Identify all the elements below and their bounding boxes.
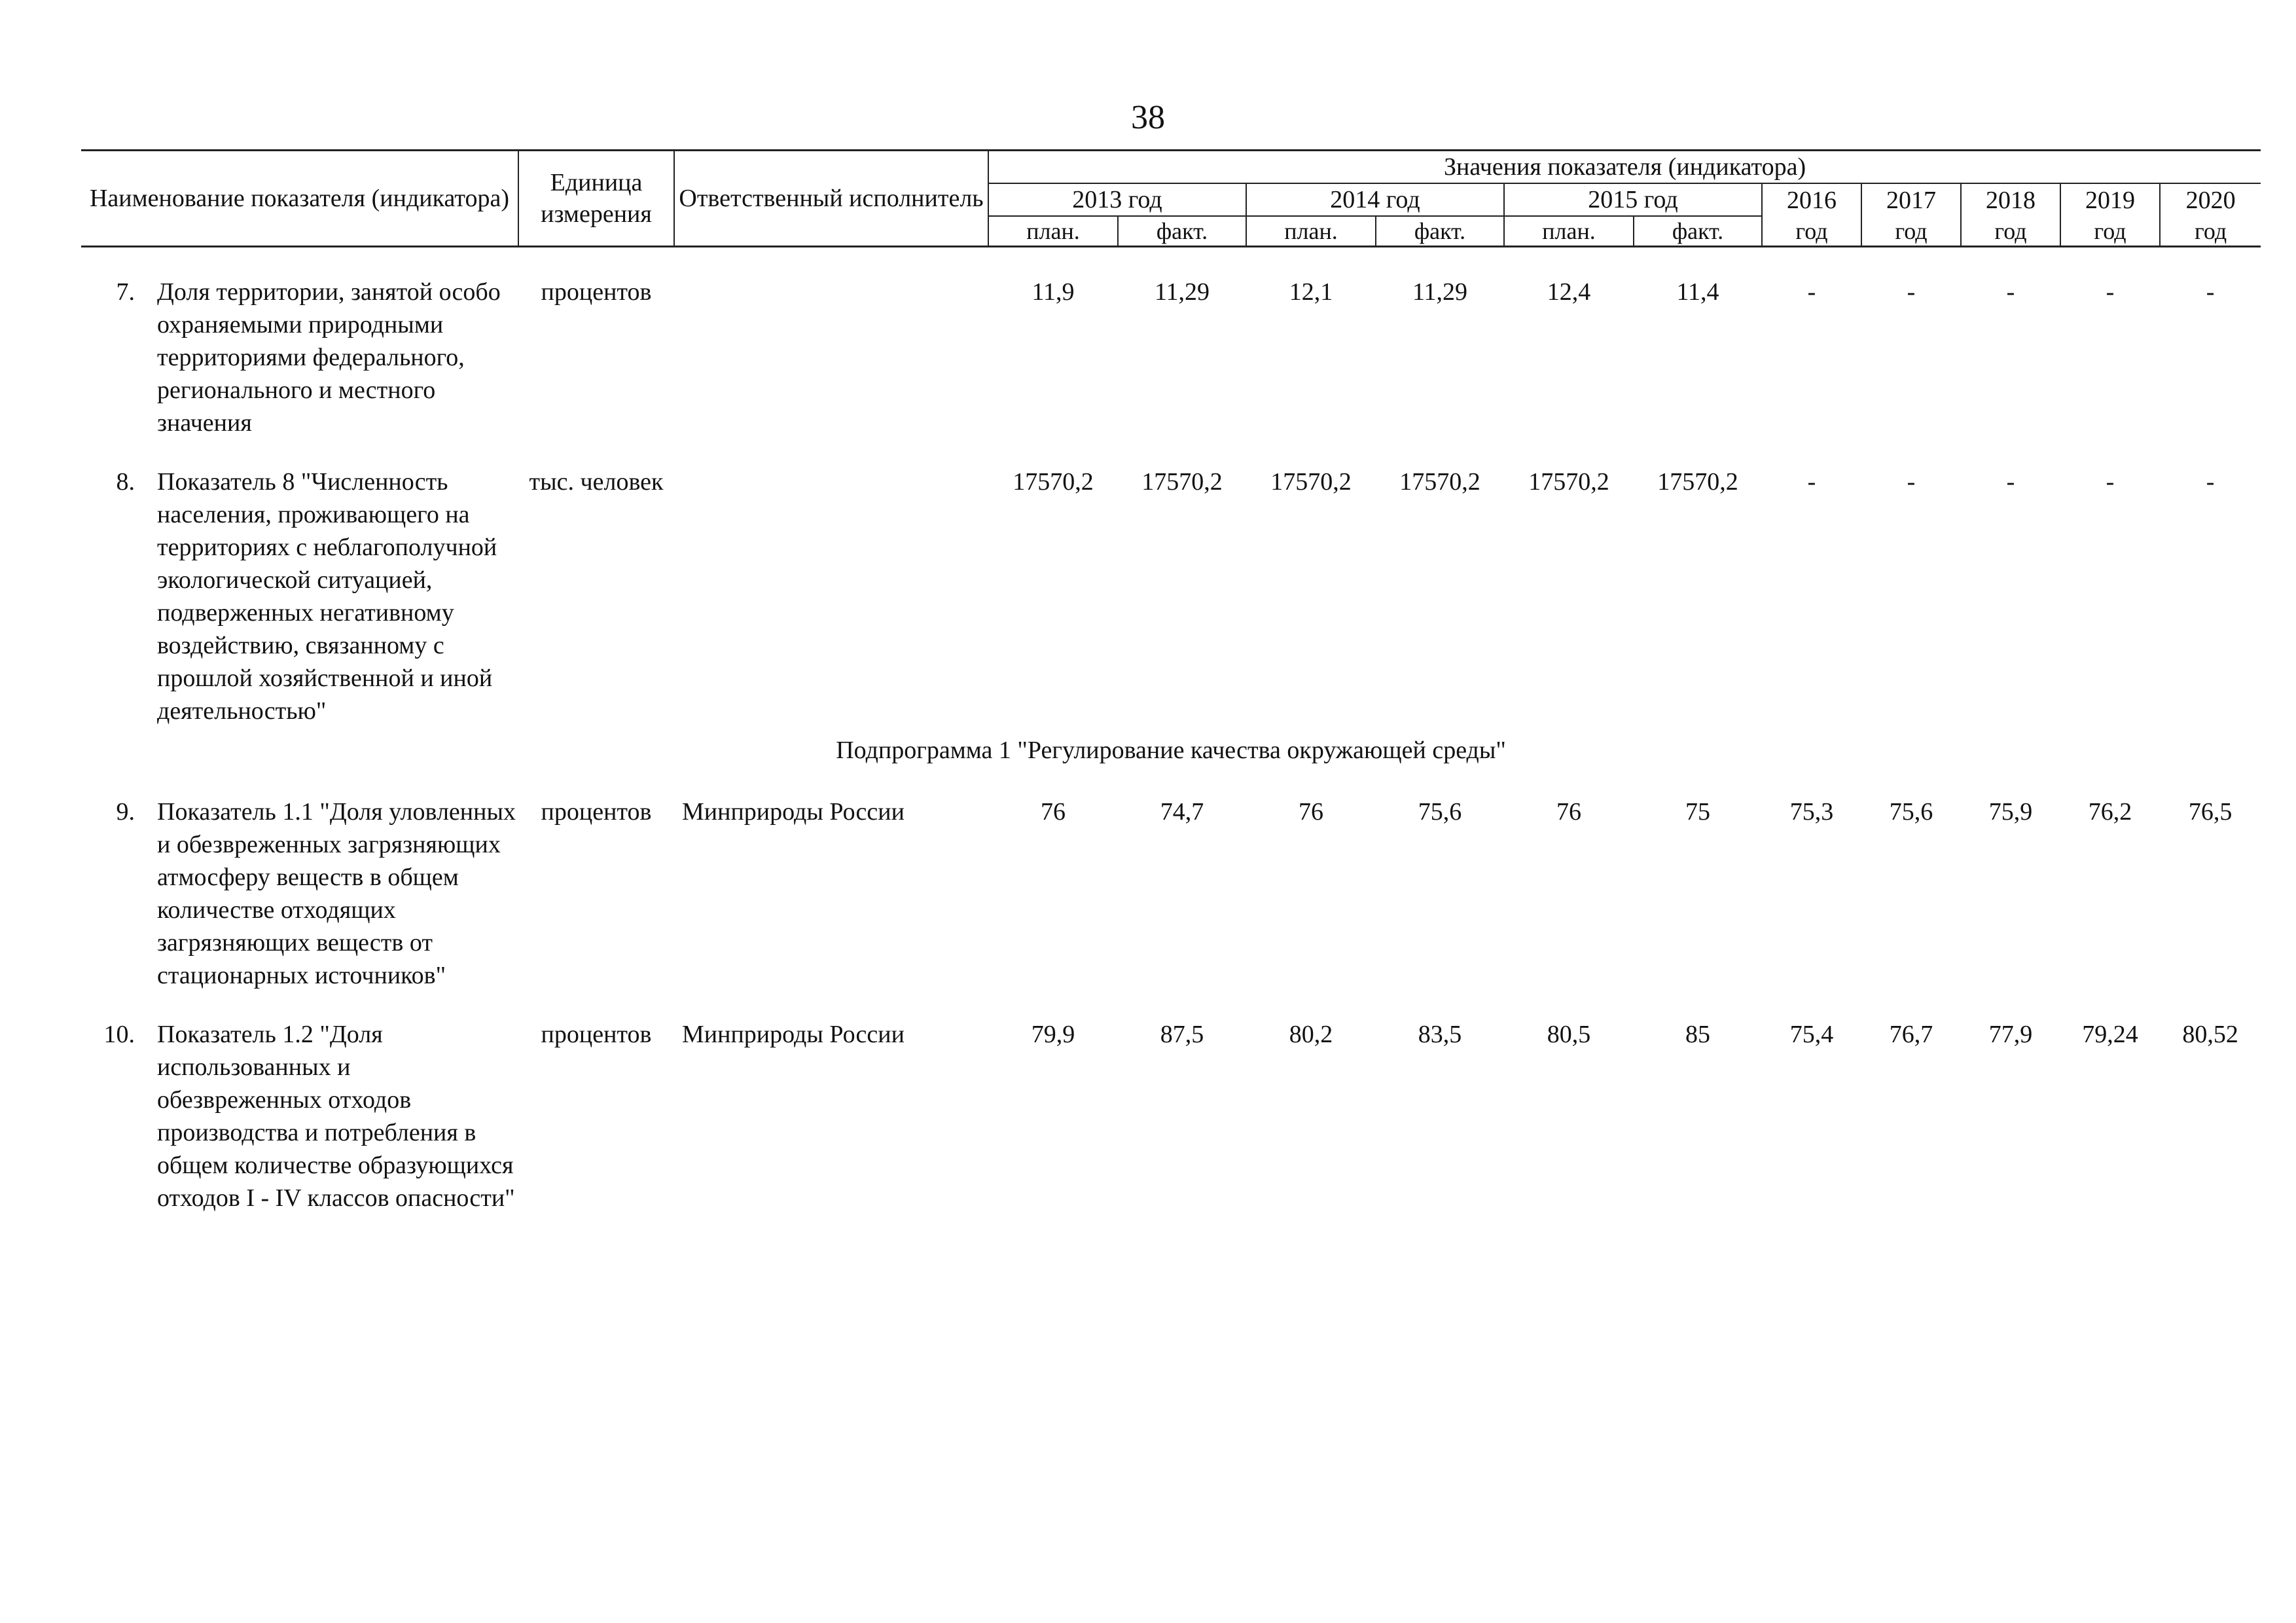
row-name: Показатель 8 "Численность населения, проживающего на территориях с неблагополучной экологической ситуацией, подверженных негативному воздействию, связанному с прошлой хозяйственной и иной деятельностью"	[157, 467, 497, 725]
subprogram-title: Подпрограмма 1 "Регулирование качества окружающей среды"	[836, 736, 1506, 764]
value-2014-plan: 17570,2	[1270, 467, 1352, 496]
row-unit: процентов	[541, 278, 652, 306]
value-2013-plan: 76	[1041, 797, 1066, 826]
value-2018: 77,9	[1988, 1020, 2033, 1048]
value-2019: 76,2	[2088, 797, 2132, 826]
row-number: 8.	[116, 467, 135, 496]
header-executor: Ответственный исполнитель	[674, 151, 988, 247]
header-year-2013: 2013 год	[988, 183, 1246, 216]
header-god: год	[2060, 216, 2160, 247]
value-2020: 76,5	[2188, 797, 2233, 826]
value-2017: -	[1907, 467, 1916, 496]
value-2017: 75,6	[1889, 797, 1933, 826]
value-2018: -	[2006, 467, 2015, 496]
value-2020: 80,52	[2182, 1020, 2238, 1048]
row-name: Показатель 1.2 "Доля использованных и обезвреженных отходов производства и потребления в общем количестве образующихся отходов I - IV классов опасности"	[157, 1020, 515, 1212]
header-year-2017: 2017	[1861, 183, 1961, 216]
value-2019: 79,24	[2082, 1020, 2138, 1048]
header-plan: план.	[988, 216, 1118, 247]
row-name: Показатель 1.1 "Доля уловленных и обезвреженных загрязняющих атмосферу веществ в общем количестве отходящих загрязняющих веществ от стационарных источников"	[157, 797, 516, 989]
value-2016: -	[1807, 467, 1816, 496]
header-year-2014: 2014 год	[1246, 183, 1504, 216]
table-row	[81, 465, 2261, 727]
value-2014-plan: 12,1	[1289, 278, 1333, 306]
value-2013-fact: 11,29	[1154, 278, 1210, 306]
value-2013-plan: 79,9	[1031, 1020, 1075, 1048]
header-fact: факт.	[1118, 216, 1246, 247]
header-fact: факт.	[1376, 216, 1504, 247]
value-2020: -	[2206, 278, 2215, 306]
header-fact: факт.	[1634, 216, 1762, 247]
value-2014-fact: 11,29	[1412, 278, 1468, 306]
header-year-2016: 2016	[1762, 183, 1861, 216]
header-year-2019: 2019	[2060, 183, 2160, 216]
header-god: год	[1861, 216, 1961, 247]
header-values: Значения показателя (индикатора)	[988, 151, 2261, 184]
row-executor: Минприроды России	[682, 797, 905, 826]
row-number: 7.	[116, 278, 135, 306]
row-unit: процентов	[541, 1020, 652, 1048]
value-2014-plan: 80,2	[1289, 1020, 1333, 1048]
indicator-table	[81, 149, 2261, 1214]
row-executor	[674, 276, 988, 439]
value-2016: 75,3	[1789, 797, 1834, 826]
row-name: Доля территории, занятой особо охраняемыми природными территориями федерального, регионального и местного значения	[157, 278, 501, 437]
header-plan: план.	[1246, 216, 1376, 247]
value-2015-fact: 11,4	[1676, 278, 1719, 306]
table-row	[81, 795, 2261, 992]
header-god: год	[1961, 216, 2060, 247]
value-2015-plan: 12,4	[1547, 278, 1591, 306]
value-2016: 75,4	[1789, 1020, 1834, 1048]
value-2014-plan: 76	[1299, 797, 1323, 826]
value-2015-plan: 80,5	[1547, 1020, 1591, 1048]
row-number: 10.	[103, 1020, 135, 1048]
value-2013-fact: 17570,2	[1141, 467, 1223, 496]
value-2015-fact: 17570,2	[1657, 467, 1738, 496]
header-year-2018: 2018	[1961, 183, 2060, 216]
value-2014-fact: 83,5	[1418, 1020, 1462, 1048]
row-unit: процентов	[541, 797, 652, 826]
header-unit: Единица измерения	[518, 151, 674, 247]
page-number: 38	[1131, 99, 1165, 136]
header-year-2020: 2020	[2160, 183, 2261, 216]
subprogram-row	[81, 727, 2261, 795]
value-2013-plan: 17570,2	[1013, 467, 1094, 496]
value-2014-fact: 17570,2	[1399, 467, 1480, 496]
value-2019: -	[2106, 467, 2115, 496]
row-number: 9.	[116, 797, 135, 826]
value-2020: -	[2206, 467, 2215, 496]
value-2013-fact: 74,7	[1160, 797, 1204, 826]
value-2015-fact: 85	[1685, 1020, 1710, 1048]
value-2018: -	[2006, 278, 2015, 306]
value-2016: -	[1807, 278, 1816, 306]
value-2015-plan: 17570,2	[1528, 467, 1609, 496]
header-god: год	[1762, 216, 1861, 247]
value-2018: 75,9	[1988, 797, 2033, 826]
value-2017: -	[1907, 278, 1916, 306]
value-2014-fact: 75,6	[1418, 797, 1462, 826]
row-unit: тыс. человек	[529, 467, 664, 496]
value-2013-plan: 11,9	[1031, 278, 1075, 306]
table-body	[81, 247, 2261, 1214]
value-2013-fact: 87,5	[1160, 1020, 1204, 1048]
header-god: год	[2160, 216, 2261, 247]
row-executor	[674, 465, 988, 727]
value-2015-fact: 75	[1685, 797, 1710, 826]
header-name: Наименование показателя (индикатора)	[81, 151, 518, 247]
row-executor: Минприроды России	[682, 1020, 905, 1048]
value-2015-plan: 76	[1556, 797, 1581, 826]
table-row	[81, 1018, 2261, 1214]
table-row	[81, 276, 2261, 439]
table-header	[81, 151, 2261, 247]
value-2019: -	[2106, 278, 2115, 306]
value-2017: 76,7	[1889, 1020, 1933, 1048]
header-plan: план.	[1504, 216, 1634, 247]
header-year-2015: 2015 год	[1504, 183, 1762, 216]
